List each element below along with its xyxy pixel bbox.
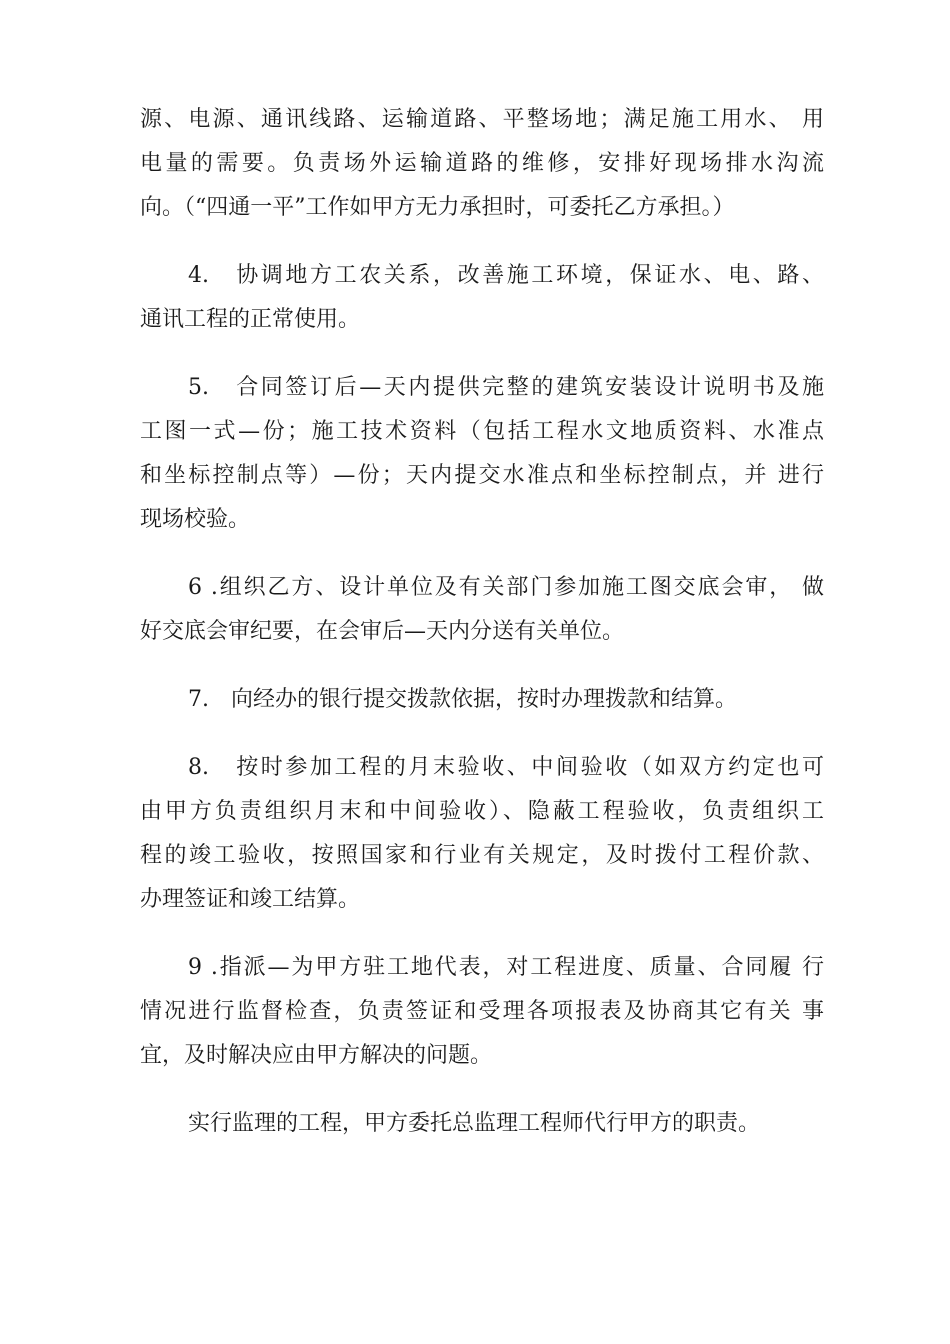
text-line: 源、电源、通讯线路、运输道路、平整场地；满足施工用水、 用 <box>140 107 824 132</box>
text-line: 4. 协调地方工农关系，改善施工环境，保证水、电、路、 <box>188 263 824 288</box>
text-line: 和坐标控制点等）—份；天内提交水准点和坐标控制点，并 进行 <box>140 463 824 488</box>
paragraph-item-7 <box>140 678 824 722</box>
text-line: 宜，及时解决应由甲方解决的问题。 <box>140 1043 493 1068</box>
text-line: 8. 按时参加工程的月末验收、中间验收（如双方约定也可 <box>188 755 824 780</box>
text-line: 现场校验。 <box>140 507 251 532</box>
text-line: 好交底会审纪要，在会审后—天内分送有关单位。 <box>140 619 625 644</box>
paragraph-item-6 <box>140 566 824 654</box>
paragraph-item-9 <box>140 946 824 1078</box>
text-line: 实行监理的工程，甲方委托总监理工程师代行甲方的职责。 <box>188 1111 761 1136</box>
paragraph-item-8 <box>140 746 824 922</box>
text-line: 7. 向经办的银行提交拨款依据，按时办理拨款和结算。 <box>188 687 737 712</box>
paragraph-item-4 <box>140 254 824 342</box>
paragraph-continuation <box>140 98 824 230</box>
text-line: 6 .组织乙方、设计单位及有关部门参加施工图交底会审， 做 <box>188 575 824 600</box>
text-line: 9 .指派—为甲方驻工地代表，对工程进度、质量、合同履 行 <box>188 955 824 980</box>
paragraph-item-5 <box>140 366 824 542</box>
paragraph-supervision <box>140 1102 824 1146</box>
text-line: 由甲方负责组织月末和中间验收）、隐蔽工程验收，负责组织工 <box>140 799 824 824</box>
document-body <box>140 98 824 1146</box>
text-line: 5. 合同签订后—天内提供完整的建筑安装设计说明书及施 <box>188 375 824 400</box>
text-line: 程的竣工验收，按照国家和行业有关规定，及时拨付工程价款、 <box>140 843 824 868</box>
text-line: 情况进行监督检查，负责签证和受理各项报表及协商其它有关 事 <box>140 999 824 1024</box>
text-line: 工图一式—份；施工技术资料（包括工程水文地质资料、水准点 <box>140 419 824 444</box>
text-line: 电量的需要。负责场外运输道路的维修，安排好现场排水沟流 <box>140 151 824 176</box>
text-line: 通讯工程的正常使用。 <box>140 307 361 332</box>
text-line: 向。（“四通一平”工作如甲方无力承担时，可委托乙方承担。） <box>140 195 735 220</box>
text-line: 办理签证和竣工结算。 <box>140 887 361 912</box>
